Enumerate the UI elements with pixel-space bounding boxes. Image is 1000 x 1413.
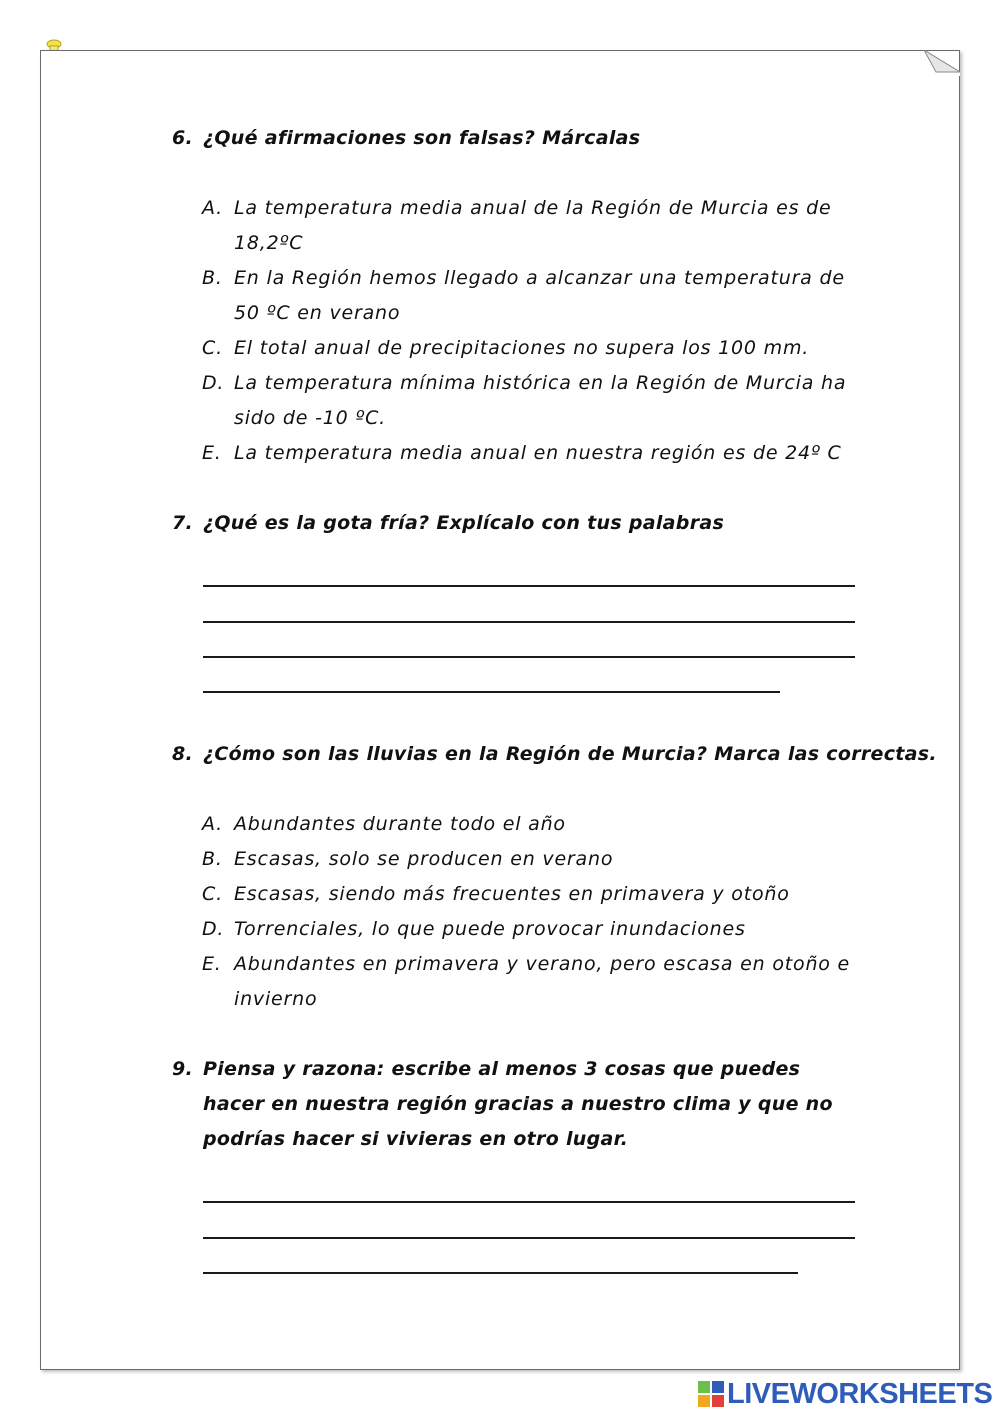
option-text: La temperatura media anual de la Región de Murcia es de 18,2ºC — [234, 197, 832, 254]
option-c[interactable] — [202, 331, 862, 366]
option-text: La temperatura media anual en nuestra región es de 24º C — [234, 442, 842, 464]
answer-line[interactable] — [203, 691, 780, 693]
question-6 — [172, 121, 640, 156]
answer-line[interactable] — [203, 1237, 855, 1239]
option-text: El total anual de precipitaciones no supera los 100 mm. — [234, 337, 810, 359]
question-text: ¿Qué afirmaciones son falsas? Márcalas — [203, 127, 641, 149]
option-letter: B. — [202, 848, 223, 870]
answer-line[interactable] — [203, 1272, 798, 1274]
liveworksheets-logo-icon — [698, 1381, 724, 1407]
question-number: 7. — [172, 512, 194, 534]
liveworksheets-brand[interactable] — [698, 1378, 992, 1410]
question-number: 8. — [172, 743, 194, 765]
option-text: Escasas, solo se producen en verano — [234, 848, 614, 870]
option-text: Abundantes en primavera y verano, pero escasa en otoño e invierno — [234, 953, 851, 1010]
option-c[interactable] — [202, 877, 862, 912]
option-b[interactable] — [202, 842, 862, 877]
option-letter: A. — [202, 813, 223, 835]
answer-line[interactable] — [203, 656, 855, 658]
option-letter: C. — [202, 337, 223, 359]
option-letter: E. — [202, 953, 222, 975]
option-text: Abundantes durante todo el año — [234, 813, 566, 835]
option-letter: E. — [202, 442, 222, 464]
option-d[interactable] — [202, 912, 862, 947]
question-number: 6. — [172, 127, 194, 149]
question-text: ¿Cómo son las lluvias en la Región de Murcia? Marca las correctas. — [203, 743, 937, 765]
option-e[interactable] — [202, 436, 862, 471]
option-b[interactable] — [202, 261, 862, 331]
option-letter: C. — [202, 883, 223, 905]
option-a[interactable] — [202, 807, 862, 842]
brand-name: LIVEWORKSHEETS — [727, 1377, 993, 1410]
option-letter: B. — [202, 267, 223, 289]
option-letter: D. — [202, 372, 225, 394]
option-letter: A. — [202, 197, 223, 219]
option-text: Escasas, siendo más frecuentes en primavera y otoño — [234, 883, 790, 905]
option-text: La temperatura mínima histórica en la Región de Murcia ha sido de -10 ºC. — [234, 372, 847, 429]
answer-line[interactable] — [203, 621, 855, 623]
option-text: En la Región hemos llegado a alcanzar una temperatura de 50 ºC en verano — [234, 267, 845, 324]
answer-line[interactable] — [203, 585, 855, 587]
question-text: ¿Qué es la gota fría? Explícalo con tus palabras — [203, 512, 725, 534]
option-letter: D. — [202, 918, 225, 940]
option-e[interactable] — [202, 947, 862, 1017]
question-number: 9. — [172, 1058, 194, 1080]
page-curl-icon — [924, 50, 960, 76]
option-a[interactable] — [202, 191, 862, 261]
question-9 — [172, 1052, 872, 1157]
question-text: Piensa y razona: escribe al menos 3 cosas que puedes hacer en nuestra región gracias a nuestro clima y que no podrías hacer si vivieras en otro lugar. — [203, 1058, 833, 1150]
question-8 — [172, 737, 937, 772]
option-text: Torrenciales, lo que puede provocar inundaciones — [234, 918, 746, 940]
option-d[interactable] — [202, 366, 862, 436]
question-7 — [172, 506, 724, 541]
answer-line[interactable] — [203, 1201, 855, 1203]
